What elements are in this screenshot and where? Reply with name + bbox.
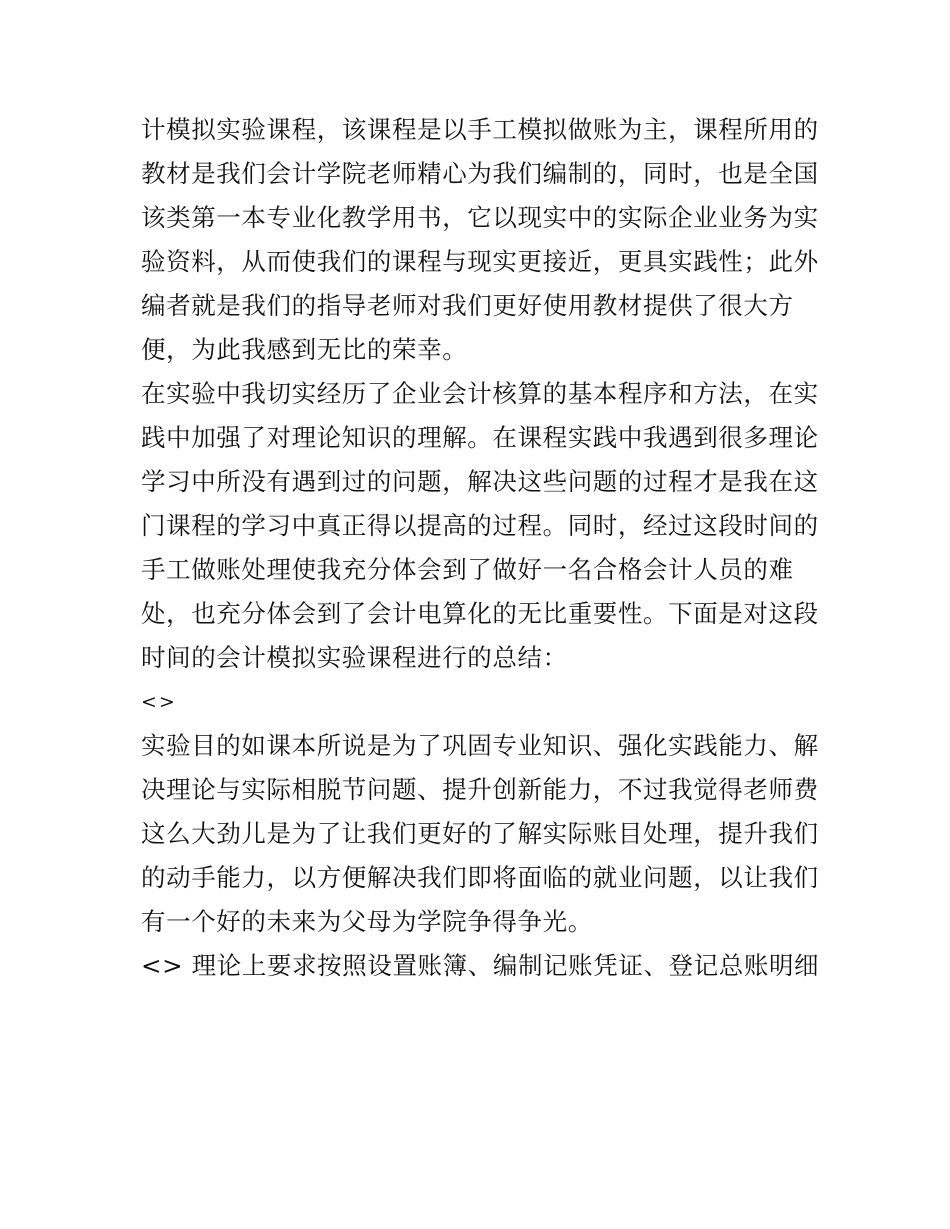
text-line: 这么大劲儿是为了让我们更好的了解实际账目处理，提升我们 [141,819,819,848]
text-line: 编者就是我们的指导老师对我们更好使用教材提供了很大方 [141,291,794,320]
text-line: 践中加强了对理论知识的理解。在课程实践中我遇到很多理论 [141,423,819,452]
text-line: 手工做账处理使我充分体会到了做好一名合格会计人员的难 [141,555,794,584]
text-line: 在实验中我切实经历了企业会计核算的基本程序和方法，在实 [141,379,819,408]
text-line: 该类第一本专业化教学用书，它以现实中的实际企业业务为实 [141,203,819,232]
text-line: 验资料，从而使我们的课程与现实更接近，更具实践性；此外 [141,247,819,276]
text-line: 处，也充分体会到了会计电算化的无比重要性。下面是对这段 [141,599,819,628]
text-line: 教材是我们会计学院老师精心为我们编制的，同时，也是全国 [141,159,819,188]
text-line: 便，为此我感到无比的荣幸。 [141,335,468,364]
text-line: 有一个好的未来为父母为学院争得争光。 [141,907,593,936]
text-line: 决理论与实际相脱节问题、提升创新能力，不过我觉得老师费 [141,775,819,804]
section-marker: <> [141,691,177,713]
text-line: 时间的会计模拟实验课程进行的总结： [141,643,568,672]
text-line: <> 理论上要求按照设置账簿、编制记账凭证、登记总账明细 [141,951,820,980]
text-line: 的动手能力，以方便解决我们即将面临的就业问题，以让我们 [141,863,819,892]
text-line: 学习中所没有遇到过的问题，解决这些问题的过程才是我在这 [141,467,819,496]
text-line: 实验目的如课本所说是为了巩固专业知识、强化实践能力、解 [141,731,819,760]
document-body [141,108,821,988]
text-line: 门课程的学习中真正得以提高的过程。同时，经过这段时间的 [141,511,819,540]
text-line: 计模拟实验课程，该课程是以手工模拟做账为主，课程所用的 [141,115,819,144]
